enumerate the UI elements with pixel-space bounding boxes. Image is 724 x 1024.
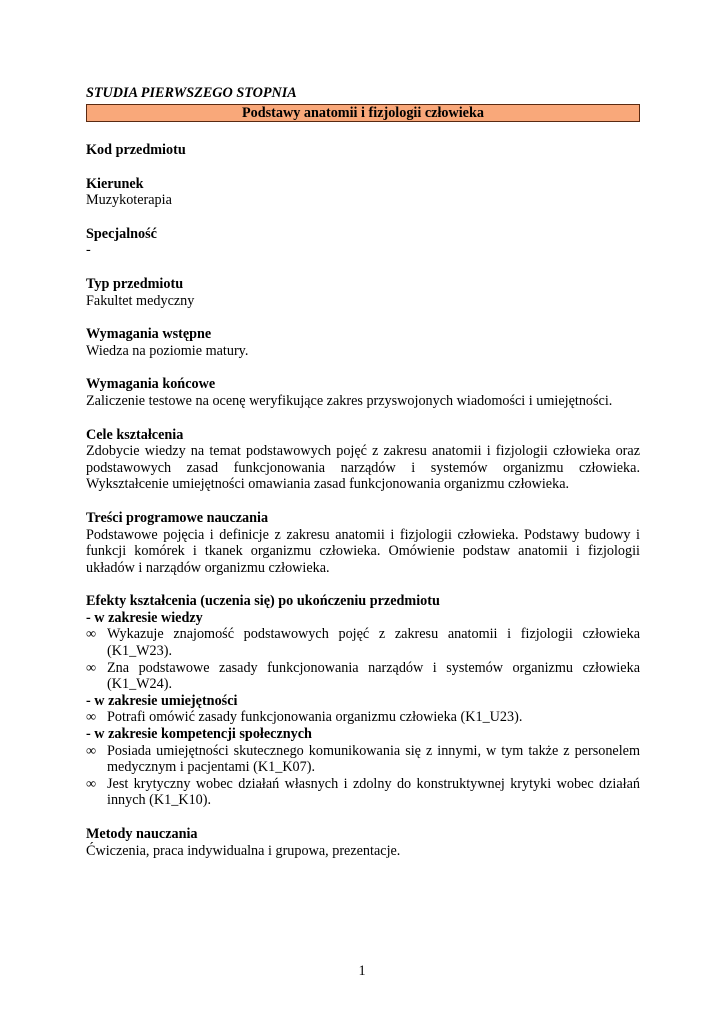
infinity-bullet-icon: ∞ <box>86 659 97 676</box>
document-page <box>86 83 640 859</box>
prerequisites-value: Wiedza na poziomie matury. <box>86 342 249 359</box>
list-item-text: Jest krytyczny wobec działań własnych i zdolny do konstruktywnej krytyki wobec działań innych (K1_K10). <box>107 775 640 809</box>
section-program <box>86 510 640 576</box>
goals-label: Cele kształcenia <box>86 426 184 443</box>
study-level-heading: STUDIA PIERWSZEGO STOPNIA <box>86 85 297 101</box>
section-goals <box>86 427 640 493</box>
section-field <box>86 176 640 209</box>
skills-subheading: - w zakresie umiejętności <box>86 692 238 709</box>
list-item <box>86 626 640 659</box>
infinity-bullet-icon: ∞ <box>86 742 97 759</box>
knowledge-subheading: - w zakresie wiedzy <box>86 609 203 626</box>
section-methods <box>86 826 640 859</box>
list-item <box>86 776 640 809</box>
infinity-bullet-icon: ∞ <box>86 775 97 792</box>
page-number: 1 <box>358 963 366 979</box>
list-item <box>86 709 640 726</box>
goals-value: Zdobycie wiedzy na temat podstawowych pojęć z zakresu anatomii i fizjologii człowieka oraz podstawowych zasad funkcjonowania narządów i systemów organizmu człowieka. Wykształcenie umiejętności omawiania zasad funkcjonowania organizmu człowieka. <box>86 443 640 493</box>
specialty-label: Specjalność <box>86 225 157 242</box>
social-subheading: - w zakresie kompetencji społecznych <box>86 726 312 743</box>
code-label: Kod przedmiotu <box>86 142 186 158</box>
list-item-text: Wykazuje znajomość podstawowych pojęć z zakresu anatomii i fizjologii człowieka (K1_W23). <box>107 626 640 660</box>
list-item <box>86 743 640 776</box>
section-prerequisites <box>86 326 640 359</box>
outcomes-label: Efekty kształcenia (uczenia się) po ukończeniu przedmiotu <box>86 593 440 610</box>
program-label: Treści programowe nauczania <box>86 509 269 526</box>
list-item-text: Posiada umiejętności skutecznego komunikowania się z innymi, w tym także z personelem medycznym i pacjentami (K1_K07). <box>107 742 640 776</box>
course-title-box: Podstawy anatomii i fizjologii człowieka <box>86 104 640 122</box>
type-value: Fakultet medyczny <box>86 292 195 309</box>
methods-value: Ćwiczenia, praca indywidualna i grupowa, prezentacje. <box>86 842 401 859</box>
program-value: Podstawowe pojęcia i definicje z zakresu anatomii i fizjologii człowieka. Podstawy budowy i funkcji komórek i tkanek organizmu człowieka. Omówienie podstaw anatomii i fizjologii układów i narządów organizmu człowieka. <box>86 526 640 576</box>
methods-label: Metody nauczania <box>86 826 198 842</box>
specialty-value: - <box>86 242 91 259</box>
section-code <box>86 142 640 159</box>
section-specialty <box>86 226 640 259</box>
list-item-text: Potrafi omówić zasady funkcjonowania organizmu człowieka (K1_U23). <box>107 709 523 726</box>
list-item-text: Zna podstawowe zasady funkcjonowania narządów i systemów organizmu człowieka (K1_W24). <box>107 659 640 693</box>
field-label: Kierunek <box>86 175 144 192</box>
section-final-requirements <box>86 376 640 409</box>
infinity-bullet-icon: ∞ <box>86 626 97 643</box>
type-label: Typ przedmiotu <box>86 275 184 292</box>
final-requirements-value: Zaliczenie testowe na ocenę weryfikujące zakres przyswojonych wiadomości i umiejętności. <box>86 392 613 409</box>
section-outcomes <box>86 593 640 809</box>
social-list <box>86 743 640 809</box>
infinity-bullet-icon: ∞ <box>86 709 97 726</box>
knowledge-list <box>86 626 640 692</box>
skills-list <box>86 709 640 726</box>
list-item <box>86 660 640 693</box>
section-type <box>86 276 640 309</box>
final-requirements-label: Wymagania końcowe <box>86 376 216 393</box>
field-value: Muzykoterapia <box>86 192 172 209</box>
prerequisites-label: Wymagania wstępne <box>86 326 212 343</box>
